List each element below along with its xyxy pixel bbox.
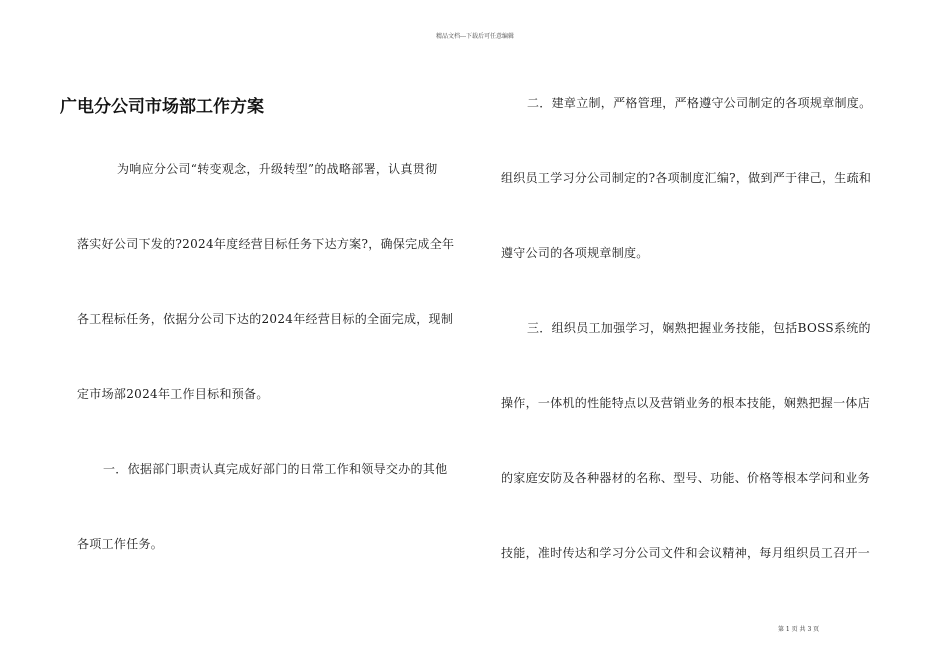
right-paragraph-line-3: 遵守公司的各项规章制度。: [501, 246, 649, 260]
left-paragraph-line-6: 各项工作任务。: [77, 537, 164, 551]
right-paragraph-line-2: 组织员工学习分公司制定的?各项制度汇编?，做到严于律己，生疏和: [501, 171, 872, 185]
right-paragraph-line-1: 二．建章立制，严格管理，严格遵守公司制定的各项规章制度。: [527, 96, 872, 110]
left-paragraph-line-3: 各工程标任务，依据分公司下达的2024年经营目标的全面完成，现制: [77, 312, 454, 326]
left-paragraph-line-5: 一．依据部门职责认真完成好部门的日常工作和领导交办的其他: [103, 462, 448, 476]
left-paragraph-line-4: 定市场部2024年工作目标和预备。: [77, 387, 269, 401]
right-paragraph-line-6: 的家庭安防及各种器材的名称、型号、功能、价格等根本学问和业务: [501, 471, 871, 485]
document-title: 广电分公司市场部工作方案: [60, 97, 264, 117]
right-paragraph-line-7: 技能，准时传达和学习分公司文件和会议精神，每月组织员工召开一: [501, 546, 871, 560]
right-paragraph-line-5: 操作，一体机的性能特点以及营销业务的根本技能，娴熟把握一体店: [501, 396, 871, 410]
right-paragraph-line-4: 三．组织员工加强学习，娴熟把握业务技能，包括BOSS系统的: [527, 321, 871, 335]
left-paragraph-line-1: 为响应分公司“转变观念，升级转型”的战略部署，认真贯彻: [117, 162, 438, 176]
left-paragraph-line-2: 落实好公司下发的?2024年度经营目标任务下达方案?，确保完成全年: [77, 237, 455, 251]
page-indicator: 第 1 页 共 3 页: [778, 626, 820, 633]
header-note: 精品文档---下载后可任意编辑: [435, 33, 515, 40]
